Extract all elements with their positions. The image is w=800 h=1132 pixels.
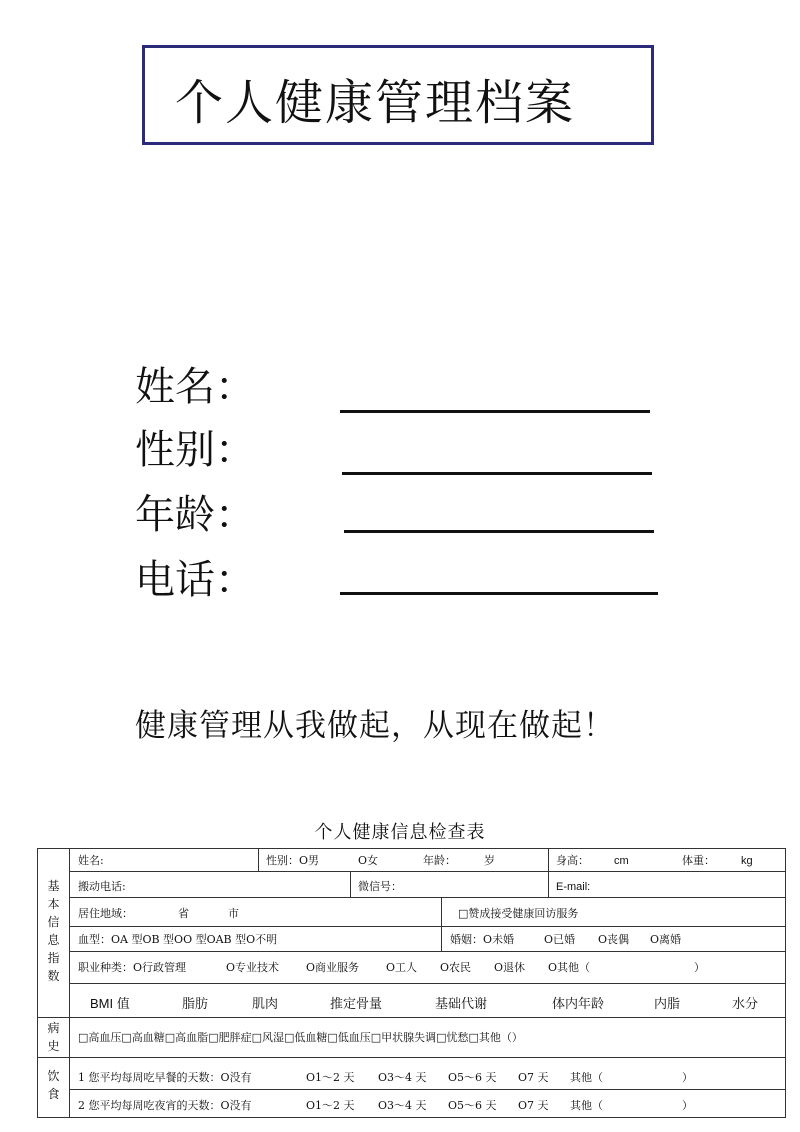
night-snack-3-4-option[interactable]: O3～4 天 (378, 1099, 427, 1112)
phone-line[interactable] (340, 592, 658, 595)
age-unit: 岁 (484, 854, 495, 867)
metric-visceral-fat: 内脂 (654, 997, 681, 1012)
marriage-divorced-option[interactable]: O离婚 (650, 933, 682, 946)
age-line[interactable] (344, 530, 654, 533)
marriage-widowed-option[interactable]: O丧偶 (598, 933, 630, 946)
section-divider (38, 1057, 785, 1058)
marriage-single-option[interactable]: 婚姻：O未婚 (450, 933, 515, 946)
age-field-label: 年龄： (423, 854, 456, 867)
gender-label: 性别： (135, 427, 255, 473)
email-field-label: E-mail: (556, 881, 591, 893)
job-worker-option[interactable]: O工人 (386, 961, 418, 974)
history-checkboxes[interactable]: □高血压□高血糖□高血脂□肥胖症□风湿□低血糖□低血压□甲状腺失调□忧愁□其他（） (78, 1031, 523, 1044)
section-divider (38, 1017, 785, 1018)
row-divider (69, 951, 785, 952)
weight-field-label: 体重： (682, 854, 715, 867)
night-snack-other-option[interactable]: 其他（ (570, 1099, 603, 1112)
job-business-option[interactable]: O商业服务 (306, 961, 360, 974)
breakfast-other-close: ） (682, 1071, 693, 1084)
mobile-field-label: 搬动电话: (78, 880, 126, 893)
col-divider (350, 871, 351, 897)
night-snack-none-option[interactable]: 2 您平均每周吃夜宵的天数：O没有 (78, 1099, 252, 1112)
col-divider (548, 849, 549, 897)
followup-checkbox[interactable]: □赞成接受健康回访服务 (458, 907, 579, 920)
height-field-label: 身高： (556, 854, 589, 867)
metric-bone: 推定骨量 (330, 997, 383, 1012)
col-divider (441, 897, 442, 951)
row-divider (69, 897, 785, 898)
row-divider (69, 926, 785, 927)
row-divider (69, 983, 785, 984)
breakfast-other-option[interactable]: 其他（ (570, 1071, 603, 1084)
gender-male-option[interactable]: 性别：O男 (266, 854, 320, 867)
area-field-label: 居住地域： (78, 907, 133, 920)
gender-line[interactable] (342, 472, 652, 475)
marriage-married-option[interactable]: O已婚 (544, 933, 576, 946)
history-section-label: 病 史 (47, 1021, 60, 1053)
slogan: 健康管理从我做起，从现在做起！ (135, 708, 615, 744)
night-snack-5-6-option[interactable]: O5～6 天 (448, 1099, 497, 1112)
night-snack-other-close: ） (682, 1099, 693, 1112)
night-snack-7-option[interactable]: O7 天 (518, 1099, 549, 1112)
night-snack-1-2-option[interactable]: O1～2 天 (306, 1099, 355, 1112)
weight-unit: kg (741, 855, 753, 867)
name-field-label: 姓名: (78, 854, 104, 867)
province-label: 省 (178, 907, 189, 920)
height-unit: cm (614, 855, 629, 867)
col-divider (258, 849, 259, 871)
breakfast-3-4-option[interactable]: O3～4 天 (378, 1071, 427, 1084)
metric-fat: 脂肪 (182, 997, 209, 1012)
diet-section-label: 饮 食 (47, 1069, 60, 1101)
breakfast-none-option[interactable]: 1 您平均每周吃早餐的天数：O没有 (78, 1071, 252, 1084)
gender-female-option[interactable]: O女 (358, 854, 379, 867)
metric-bmi: BMI 值 (90, 996, 130, 1011)
blood-type-options[interactable]: 血型：OA 型OB 型OO 型OAB 型O不明 (78, 933, 278, 946)
metric-muscle: 肌肉 (252, 997, 279, 1012)
metric-metabolism: 基础代谢 (435, 997, 488, 1012)
job-farmer-option[interactable]: O农民 (440, 961, 472, 974)
row-divider (69, 1089, 785, 1090)
metric-body-age: 体内年龄 (552, 997, 605, 1012)
job-tech-option[interactable]: O专业技术 (226, 961, 280, 974)
basic-section-label: 基 本 信 息 指 数 (47, 879, 60, 983)
job-admin-option[interactable]: 职业种类：O行政管理 (78, 961, 187, 974)
city-label: 市 (228, 907, 239, 920)
cover-title: 个人健康管理档案 (175, 75, 576, 131)
name-line[interactable] (340, 410, 650, 413)
breakfast-1-2-option[interactable]: O1～2 天 (306, 1071, 355, 1084)
name-label: 姓名： (135, 364, 255, 410)
metric-water: 水分 (732, 997, 759, 1012)
health-check-form (37, 848, 786, 1118)
wechat-field-label: 微信号： (358, 880, 402, 893)
breakfast-7-option[interactable]: O7 天 (518, 1071, 549, 1084)
job-other-option[interactable]: O其他（ (548, 961, 591, 974)
job-other-close: ） (694, 961, 705, 974)
breakfast-5-6-option[interactable]: O5～6 天 (448, 1071, 497, 1084)
job-retired-option[interactable]: O退休 (494, 961, 526, 974)
cover-title-box (142, 45, 654, 145)
phone-label: 电话： (135, 557, 255, 603)
age-label: 年龄： (135, 492, 255, 538)
row-divider (69, 871, 785, 872)
form-title: 个人健康信息检查表 (314, 822, 486, 843)
